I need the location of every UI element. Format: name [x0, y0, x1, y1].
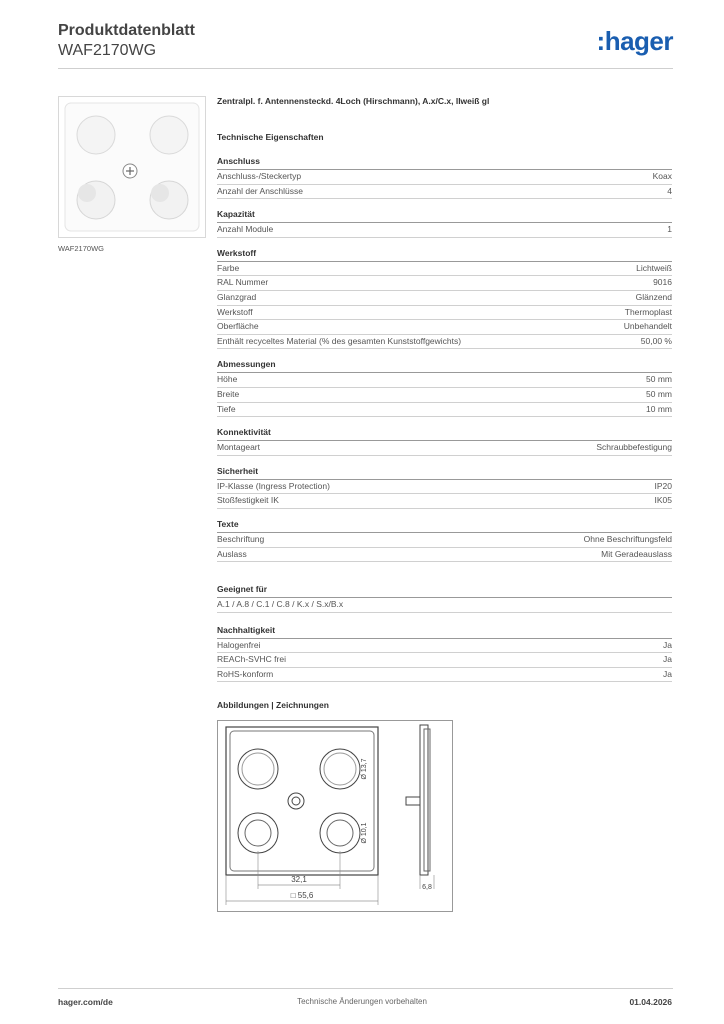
spec-label: Werkstoff: [217, 306, 253, 317]
spec-value: IK05: [654, 495, 672, 506]
spec-label: Glanzgrad: [217, 291, 257, 302]
spec-row: [217, 262, 672, 277]
spec-value: 10 mm: [646, 403, 672, 414]
spec-label: Auslass: [217, 548, 247, 559]
spec-value: 4: [667, 185, 672, 196]
page-title: Produktdatenblatt: [58, 22, 195, 39]
spec-content: [217, 96, 672, 712]
spec-value: Mit Geradeauslass: [601, 548, 672, 559]
dim-depth-label: 6,8: [422, 884, 432, 891]
product-code: WAF2170WG: [58, 42, 157, 59]
spec-row: [217, 653, 672, 668]
spec-section: [217, 427, 672, 456]
hager-logo: :hager: [596, 26, 673, 56]
spec-row: [217, 480, 672, 495]
technical-drawing: [217, 720, 453, 912]
product-image: [58, 96, 206, 238]
spec-value: Lichtweiß: [636, 262, 672, 273]
spec-label: Enthält recyceltes Material (% des gesamten Kunststoffgewichts): [217, 335, 462, 346]
spec-value: 50 mm: [646, 388, 672, 399]
footer-date: 01.04.2026: [629, 997, 672, 1007]
header-divider: [58, 68, 673, 69]
spec-label: Tiefe: [217, 403, 236, 414]
spec-value: Koax: [652, 171, 672, 181]
spec-value: 50,00 %: [640, 335, 672, 346]
spec-row: [217, 441, 672, 456]
section-title: Abmessungen: [217, 359, 672, 373]
sustainability-section: [217, 625, 672, 683]
spec-section: [217, 466, 672, 509]
spec-row: [217, 291, 672, 306]
spec-row: [217, 306, 672, 321]
spec-label: Montageart: [217, 442, 260, 453]
spec-value: Ja: [663, 668, 672, 679]
spec-row: [217, 598, 672, 613]
spec-row: [217, 320, 672, 335]
dim-width-label: 32,1: [291, 875, 307, 884]
technical-heading: Technische Eigenschaften: [217, 132, 324, 142]
spec-row: [217, 533, 672, 548]
spec-label: Anschluss-/Steckertyp: [217, 171, 302, 181]
spec-value: 1: [667, 224, 672, 235]
image-caption: WAF2170WG: [58, 244, 104, 253]
section-title: Werkstoff: [217, 248, 672, 262]
spec-value: Schraubbefestigung: [596, 442, 672, 453]
dim-hole-top-label: Ø 13,7: [361, 758, 368, 780]
spec-label: REACh-SVHC frei: [217, 654, 286, 665]
spec-row: [217, 548, 672, 563]
spec-label: IP-Klasse (Ingress Protection): [217, 480, 330, 491]
spec-value: Thermoplast: [624, 306, 672, 317]
spec-section: [217, 156, 672, 199]
spec-row: [217, 639, 672, 654]
spec-value: 9016: [653, 277, 672, 288]
spec-label: Halogenfrei: [217, 639, 261, 650]
spec-value: Ohne Beschriftungsfeld: [583, 533, 672, 544]
spec-row: [217, 388, 672, 403]
spec-label: RoHS-konform: [217, 668, 274, 679]
spec-section: [217, 209, 672, 238]
spec-row: [217, 276, 672, 291]
spec-label: Oberfläche: [217, 321, 259, 332]
footer-divider: [58, 988, 673, 989]
spec-label: RAL Nummer: [217, 277, 269, 288]
spec-label: Stoßfestigkeit IK: [217, 495, 279, 506]
spec-row: [217, 223, 672, 238]
spec-section: [217, 519, 672, 562]
spec-label: Höhe: [217, 374, 238, 385]
spec-label: Farbe: [217, 262, 240, 273]
spec-row: [217, 185, 672, 200]
spec-section: [217, 359, 672, 417]
section-title: Texte: [217, 519, 672, 533]
suitable-section: [217, 584, 672, 613]
page-header: [58, 20, 673, 68]
spec-value: Ja: [663, 654, 672, 665]
spec-row: [217, 335, 672, 350]
section-title: Geeignet für: [217, 584, 672, 598]
spec-label: Anzahl der Anschlüsse: [217, 185, 303, 196]
spec-row: [217, 403, 672, 418]
section-title: Anschluss: [217, 156, 672, 170]
spec-section: [217, 248, 672, 350]
spec-value: IP20: [654, 480, 672, 491]
spec-value: Glänzend: [635, 291, 672, 302]
spec-row: [217, 373, 672, 388]
spec-sections: [217, 156, 672, 562]
spec-row: [217, 668, 672, 683]
spec-row: [217, 170, 672, 185]
spec-label: Beschriftung: [217, 533, 265, 544]
spec-row: [217, 494, 672, 509]
spec-label: Breite: [217, 388, 240, 399]
spec-value: Ja: [663, 639, 672, 650]
spec-value: Unbehandelt: [623, 321, 672, 332]
drawings-heading: Abbildungen | Zeichnungen: [217, 700, 329, 711]
dim-hole-bottom-label: Ø 10,1: [361, 822, 368, 844]
spec-label: Anzahl Module: [217, 224, 274, 235]
footer-disclaimer: Technische Änderungen vorbehalten: [297, 997, 427, 1006]
spec-value: A.1 / A.8 / C.1 / C.8 / K.x / S.x/B.x: [217, 599, 344, 610]
product-description: Zentralpl. f. Antennensteckd. 4Loch (Hirschmann), A.x/C.x, lIweiß gl: [217, 96, 490, 106]
spec-value: 50 mm: [646, 374, 672, 385]
section-title: Kapazität: [217, 209, 672, 223]
section-title: Sicherheit: [217, 466, 672, 480]
dim-outer-label: □ 55,6: [290, 891, 314, 900]
section-title: Nachhaltigkeit: [217, 625, 672, 639]
section-title: Konnektivität: [217, 427, 672, 441]
footer-website-link[interactable]: hager.com/de: [58, 997, 113, 1007]
